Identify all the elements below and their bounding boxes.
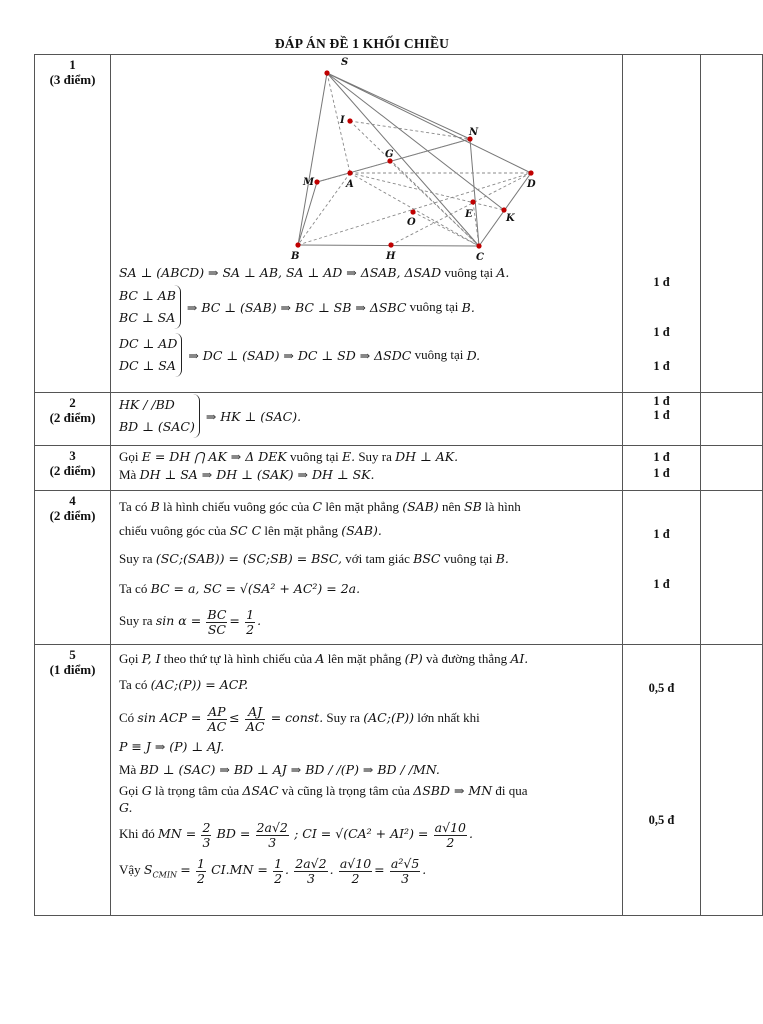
figure-label: G bbox=[385, 149, 394, 160]
points-cell bbox=[623, 491, 701, 645]
answer-cell bbox=[111, 55, 623, 393]
answer-table bbox=[34, 54, 763, 916]
table-row bbox=[35, 645, 763, 916]
question-score: (3 điểm) bbox=[49, 72, 96, 87]
question-number-cell bbox=[35, 393, 111, 446]
q4-line: Ta có B là hình chiếu vuông góc của C lên mặt phẳng (SAB) nên SB là hình bbox=[119, 499, 521, 514]
point-value: 1 đ bbox=[653, 450, 670, 464]
points-cell bbox=[623, 645, 701, 916]
figure-label: S bbox=[341, 57, 349, 68]
q2-brace: HK / /BD BD ⊥ (SAC) ⇒ HK ⊥ (SAC). bbox=[119, 394, 301, 438]
empty-cell bbox=[701, 446, 763, 491]
q5-line: P ≡ J ⇒ (P) ⊥ AJ. bbox=[119, 739, 225, 754]
point-value: 1 đ bbox=[653, 325, 670, 339]
question-number-cell bbox=[35, 446, 111, 491]
question-number: 5 bbox=[69, 647, 76, 662]
question-number: 3 bbox=[69, 448, 76, 463]
q4-line: chiếu vuông góc của SC C lên mặt phẳng (SAB). bbox=[119, 523, 382, 538]
table-row bbox=[35, 55, 763, 393]
q5-line: Gọi P, I theo thứ tự là hình chiếu của A lên mặt phẳng (P) và đường thẳng AI. bbox=[119, 651, 529, 666]
q4-line: Suy ra sin α = $\frac{BC}{SC}$ = $\frac{1}{2}$ . bbox=[119, 606, 262, 637]
answer-cell bbox=[111, 446, 623, 491]
table-row bbox=[35, 446, 763, 491]
empty-cell bbox=[701, 393, 763, 446]
question-number-cell bbox=[35, 645, 111, 916]
figure-label: B bbox=[291, 251, 300, 262]
question-number: 1 bbox=[69, 57, 76, 72]
point-value: 1 đ bbox=[653, 527, 670, 541]
points-cell bbox=[623, 55, 701, 393]
question-number-cell bbox=[35, 491, 111, 645]
point-value: 0,5 đ bbox=[648, 813, 675, 827]
points-cell bbox=[623, 393, 701, 446]
figure-label: D bbox=[527, 179, 536, 190]
point-value: 1 đ bbox=[653, 466, 670, 480]
figure-label: K bbox=[506, 213, 515, 224]
q1-brace-1: BC ⊥ AB BC ⊥ SA ⇒ BC ⊥ (SAB) ⇒ BC ⊥ SB ⇒ ΔSBC vuông tại B. bbox=[119, 285, 475, 329]
table-row bbox=[35, 393, 763, 446]
q3-line: Mà DH ⊥ SA ⇒ DH ⊥ (SAK) ⇒ DH ⊥ SK. bbox=[119, 467, 375, 482]
figure-label: A bbox=[346, 179, 354, 190]
q4-line: Suy ra (SC;(SAB)) = (SC;SB) = BSC, với tam giác BSC vuông tại B. bbox=[119, 551, 509, 566]
q3-line: Gọi E = DH ⋂ AK ⇒ Δ DEK vuông tại E. Suy ra DH ⊥ AK. bbox=[119, 449, 459, 464]
table-row bbox=[35, 491, 763, 645]
q5-line: Khi đó MN = $\frac{2}{3}$ BD = $\frac{2a√2}{3}$ ; CI = √(CA² + AI²) = $\frac{a√10}{2}$ . bbox=[119, 819, 473, 850]
question-score: (2 điểm) bbox=[49, 463, 96, 478]
figure-label: I bbox=[340, 115, 345, 126]
figure-label: H bbox=[386, 251, 396, 262]
q1-brace-2: DC ⊥ AD DC ⊥ SA ⇒ DC ⊥ (SAD) ⇒ DC ⊥ SD ⇒ ΔSDC vuông tại D. bbox=[119, 333, 480, 377]
point-value: 1 đ bbox=[653, 408, 670, 422]
points-cell bbox=[623, 446, 701, 491]
q5-line: Ta có (AC;(P)) = ACP. bbox=[119, 677, 249, 692]
empty-cell bbox=[701, 645, 763, 916]
empty-cell bbox=[701, 55, 763, 393]
q5-line: Mà BD ⊥ (SAC) ⇒ BD ⊥ AJ ⇒ BD / /(P) ⇒ BD / /MN. bbox=[119, 762, 440, 777]
point-value: 0,5 đ bbox=[648, 681, 675, 695]
point-value: 1 đ bbox=[653, 359, 670, 373]
figure-label: M bbox=[303, 177, 315, 188]
q5-line: Có sin ACP = $\frac{AP}{AC}$ ≤ $\frac{AJ}{AC}$ = const. Suy ra (AC;(P)) lớn nhất khi bbox=[119, 703, 480, 734]
question-score: (2 điểm) bbox=[49, 508, 96, 523]
figure-label: C bbox=[476, 252, 484, 263]
q5-line: G. bbox=[119, 800, 133, 815]
figure-label: N bbox=[469, 127, 479, 138]
question-score: (2 điểm) bbox=[49, 410, 96, 425]
q1-line: SA ⊥ (ABCD) ⇒ SA ⊥ AB, SA ⊥ AD ⇒ ΔSAB, ΔSAD vuông tại A. bbox=[119, 265, 510, 280]
question-score: (1 điểm) bbox=[49, 662, 96, 677]
question-number-cell bbox=[35, 55, 111, 393]
point-value: 1 đ bbox=[653, 577, 670, 591]
figure-label: O bbox=[407, 217, 416, 228]
point-value: 1 đ bbox=[653, 275, 670, 289]
answer-cell bbox=[111, 645, 623, 916]
answer-cell bbox=[111, 491, 623, 645]
pyramid-figure bbox=[247, 55, 536, 263]
empty-cell bbox=[701, 491, 763, 645]
q5-line: Vậy $S_{CMIN}$ = $\frac{1}{2}$ CI.MN = $\frac{1}{2}$ . $\frac{2a√2}{3}$ . $\frac{a√10}{2}$ = $\frac{\text{a²√5}}{3}$ . bbox=[119, 855, 427, 886]
answer-cell bbox=[111, 393, 623, 446]
point-value: 1 đ bbox=[653, 394, 670, 408]
question-number: 4 bbox=[69, 493, 76, 508]
q5-line: Gọi G là trọng tâm của ΔSAC và cũng là trọng tâm của ΔSBD ⇒ MN đi qua bbox=[119, 783, 528, 798]
page-title: ĐÁP ÁN ĐỀ 1 KHỐI CHIỀU bbox=[274, 36, 450, 51]
q4-line: Ta có BC = a, SC = √(SA² + AC²) = 2a. bbox=[119, 581, 361, 596]
figure-label: E bbox=[465, 209, 473, 220]
question-number: 2 bbox=[69, 395, 76, 410]
